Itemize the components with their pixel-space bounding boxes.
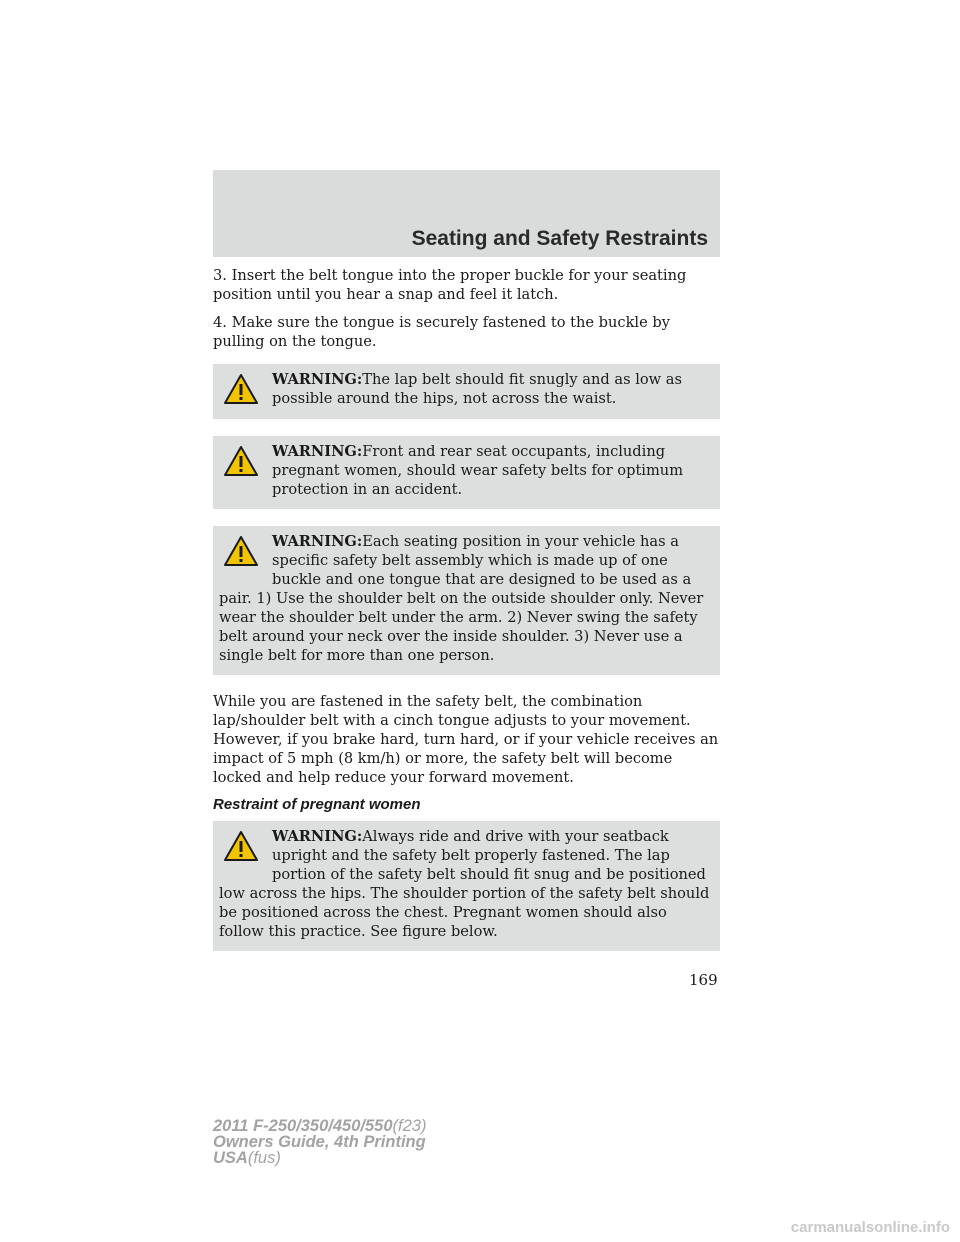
warning-triangle-icon bbox=[223, 535, 259, 567]
step-4-text: 4. Make sure the tongue is securely fastened to the buckle by pulling on the tongue. bbox=[213, 314, 670, 350]
warning-text-3: Each seating position in your vehicle has a specific safety belt assembly which is made up of one buckle and one tongue that are designed to be used as a pair. 1) Use the shoulder belt on the outside shoulder only. Never wear the shoulder belt under the arm. 2) Never swing the safety belt around your neck over the inside shoulder. 3) Never use a single belt for more than one person. bbox=[219, 533, 704, 664]
warning-label: WARNING: bbox=[272, 443, 363, 460]
page-number: 169 bbox=[689, 971, 718, 989]
footer-code: (f23) bbox=[392, 1117, 427, 1135]
safety-belt-paragraph: While you are fastened in the safety belt, the combination lap/shoulder belt with a cinch tongue adjusts to your movement. However, if you brake hard, turn hard, or if your vehicle receives an impact of 5 mph (8 km/h) or more, the safety belt will become locked and help reduce your forward movement. bbox=[213, 693, 719, 786]
subheading-pregnant-women: Restraint of pregnant women bbox=[213, 796, 421, 813]
warning-label: WARNING: bbox=[272, 828, 363, 845]
footer-guide: Owners Guide, 4th Printing bbox=[213, 1133, 426, 1151]
warning-box-2 bbox=[213, 436, 720, 509]
step-3-text: 3. Insert the belt tongue into the proper buckle for your seating position until you hear a snap and feel it latch. bbox=[213, 267, 687, 303]
warning-text-2: Front and rear seat occupants, including pregnant women, should wear safety belts for optimum protection in an accident. bbox=[272, 443, 684, 498]
footer-region-code: (fus) bbox=[247, 1149, 281, 1167]
section-title: Seating and Safety Restraints bbox=[411, 227, 708, 250]
warning-triangle-icon bbox=[223, 445, 259, 477]
page-content bbox=[213, 266, 720, 968]
warning-box-4 bbox=[213, 821, 720, 951]
footer-edition bbox=[213, 1118, 426, 1166]
warning-triangle-icon bbox=[223, 373, 259, 405]
warning-triangle-icon bbox=[223, 830, 259, 862]
footer-region: USA bbox=[213, 1149, 248, 1167]
footer-model: 2011 F-250/350/450/550 bbox=[213, 1117, 393, 1135]
warning-label: WARNING: bbox=[272, 533, 363, 550]
header-band bbox=[213, 170, 720, 257]
warning-text-1: The lap belt should fit snugly and as low as possible around the hips, not across the waist. bbox=[272, 371, 682, 407]
watermark: carmanualsonline.info bbox=[790, 1219, 950, 1236]
warning-box-1 bbox=[213, 364, 720, 419]
warning-text-4: Always ride and drive with your seatback upright and the safety belt properly fastened. The lap portion of the safety belt should fit snug and be positioned low across the hips. The shoulder portion of the safety belt should be positioned across the chest. Pregnant women should also follow this practice. See figure below. bbox=[219, 828, 710, 940]
warning-box-3 bbox=[213, 526, 720, 675]
warning-label: WARNING: bbox=[272, 371, 363, 388]
